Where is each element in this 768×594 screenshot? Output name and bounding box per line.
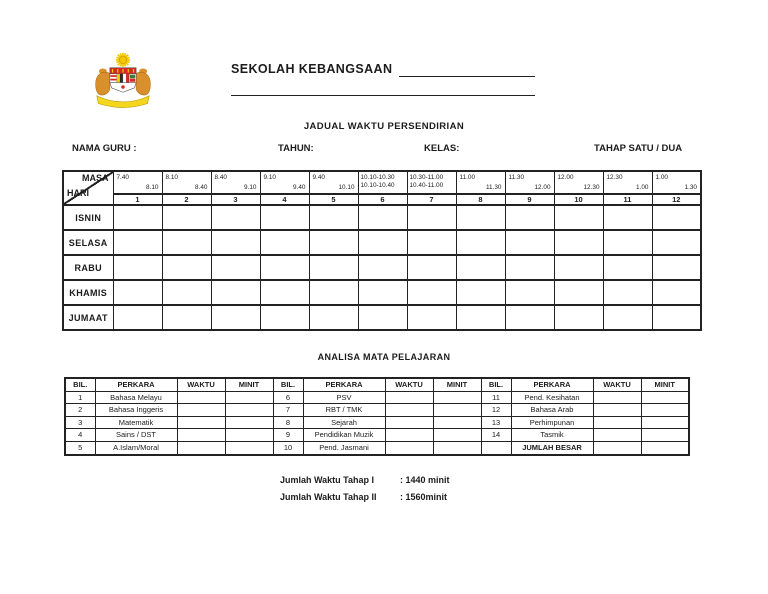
- minit-cell: [433, 416, 481, 429]
- perkara-cell: Bahasa Melayu: [95, 391, 177, 404]
- timetable: [62, 170, 702, 331]
- minit-cell: [641, 404, 689, 417]
- timetable-day-row: [63, 280, 701, 305]
- timetable-day-row: [63, 205, 701, 230]
- waktu-cell: [177, 391, 225, 404]
- day-label: KHAMIS: [63, 280, 113, 305]
- timetable-cell: [407, 230, 456, 255]
- bil-cell: 6: [273, 391, 303, 404]
- period-time-cell: [603, 171, 652, 194]
- period-start-time: 12.30: [606, 174, 623, 181]
- bil-cell: 5: [65, 441, 95, 454]
- waktu-header: WAKTU: [385, 378, 433, 391]
- bil-cell: 13: [481, 416, 511, 429]
- day-label: SELASA: [63, 230, 113, 255]
- timetable-cell: [260, 230, 309, 255]
- tahap2-value: : 1560minit: [400, 491, 448, 502]
- timetable-cell: [309, 230, 358, 255]
- summary-line-tahap2: [280, 488, 450, 505]
- timetable-cell: [358, 280, 407, 305]
- malaysia-coat-of-arms-logo: [88, 50, 158, 110]
- minit-cell: [641, 391, 689, 404]
- bil-cell: [481, 441, 511, 454]
- perkara-cell: Tasmik: [511, 429, 593, 442]
- period-end-time: 12.30: [583, 184, 600, 191]
- period-time-cell: [162, 171, 211, 194]
- day-label: JUMAAT: [63, 305, 113, 330]
- timetable-cell: [603, 305, 652, 330]
- perkara-cell: A.Islam/Moral: [95, 441, 177, 454]
- perkara-header: PERKARA: [95, 378, 177, 391]
- period-range-1: 10.10-10.30: [360, 174, 395, 181]
- period-end-time: 9.40: [293, 184, 306, 191]
- timetable-cell: [603, 280, 652, 305]
- tahap1-value: : 1440 minit: [400, 474, 450, 485]
- period-time-cell: [211, 171, 260, 194]
- timetable-cell: [309, 280, 358, 305]
- timetable-cell: [603, 230, 652, 255]
- timetable-cell: [260, 205, 309, 230]
- perkara-cell: RBT / TMK: [303, 404, 385, 417]
- timetable-cell: [407, 280, 456, 305]
- timetable-cell: [505, 280, 554, 305]
- period-number: 5: [309, 194, 358, 205]
- timetable-cell: [358, 230, 407, 255]
- perkara-cell: Sains / DST: [95, 429, 177, 442]
- waktu-cell: [177, 429, 225, 442]
- minit-cell: [641, 416, 689, 429]
- page-title: JADUAL WAKTU PERSENDIRIAN: [303, 121, 465, 132]
- tiger-right-icon: [136, 68, 150, 95]
- minit-cell: [225, 429, 273, 442]
- waktu-cell: [593, 441, 641, 454]
- bil-cell: 7: [273, 404, 303, 417]
- timetable-cell: [554, 280, 603, 305]
- bil-cell: 1: [65, 391, 95, 404]
- tahap1-label: Jumlah Waktu Tahap I: [280, 474, 375, 485]
- perkara-cell: Bahasa Arab: [511, 404, 593, 417]
- waktu-cell: [385, 391, 433, 404]
- timetable-cell: [456, 255, 505, 280]
- timetable-cell: [505, 305, 554, 330]
- waktu-cell: [593, 391, 641, 404]
- timetable-cell: [554, 255, 603, 280]
- timetable-cell: [505, 230, 554, 255]
- bil-header: BIL.: [65, 378, 95, 391]
- period-end-time: 8.40: [195, 184, 208, 191]
- period-end-time: 12.00: [534, 184, 551, 191]
- analisa-row: [65, 416, 689, 429]
- analisa-row: [65, 429, 689, 442]
- waktu-cell: [177, 404, 225, 417]
- timetable-cell: [260, 305, 309, 330]
- timetable-period-number-row: [63, 194, 701, 205]
- period-start-time: 1.00: [655, 174, 668, 181]
- period-number: 10: [554, 194, 603, 205]
- minit-cell: [641, 429, 689, 442]
- timetable-cell: [652, 230, 701, 255]
- timetable-cell: [211, 280, 260, 305]
- period-number: 8: [456, 194, 505, 205]
- period-start-time: 8.40: [214, 174, 227, 181]
- period-number: 1: [113, 194, 162, 205]
- period-time-cell: [652, 171, 701, 194]
- timetable-cell: [211, 205, 260, 230]
- hari-label: HARI: [67, 188, 89, 198]
- minit-header: MINIT: [433, 378, 481, 391]
- minit-cell: [433, 429, 481, 442]
- minit-header: MINIT: [641, 378, 689, 391]
- waktu-cell: [385, 404, 433, 417]
- period-number: 12: [652, 194, 701, 205]
- bil-cell: 10: [273, 441, 303, 454]
- timetable-cell: [603, 205, 652, 230]
- period-end-time: 8.10: [146, 184, 159, 191]
- perkara-cell: Pend. Kesihatan: [511, 391, 593, 404]
- timetable-cell: [456, 230, 505, 255]
- timetable-cell: [505, 255, 554, 280]
- period-time-cell: [554, 171, 603, 194]
- period-end-time: 1.00: [636, 184, 649, 191]
- timetable-cell: [652, 280, 701, 305]
- bil-cell: 11: [481, 391, 511, 404]
- bil-cell: 3: [65, 416, 95, 429]
- period-time-cell: [113, 171, 162, 194]
- timetable-cell: [309, 255, 358, 280]
- school-name-line: [231, 62, 535, 77]
- kelas-label: KELAS:: [424, 143, 460, 154]
- bil-cell: 8: [273, 416, 303, 429]
- period-time-cell: [505, 171, 554, 194]
- federal-star-icon: [116, 53, 130, 67]
- waktu-cell: [177, 441, 225, 454]
- waktu-cell: [177, 416, 225, 429]
- perkara-header: PERKARA: [303, 378, 385, 391]
- masa-hari-corner-cell: [63, 171, 113, 205]
- timetable-cell: [211, 255, 260, 280]
- timetable-day-row: [63, 305, 701, 330]
- timetable-cell: [554, 305, 603, 330]
- timetable-cell: [652, 255, 701, 280]
- period-end-time: 9.10: [244, 184, 257, 191]
- analisa-row: [65, 404, 689, 417]
- bil-cell: 14: [481, 429, 511, 442]
- timetable-cell: [456, 205, 505, 230]
- bil-header: BIL.: [481, 378, 511, 391]
- period-time-cell: [260, 171, 309, 194]
- period-start-time: 8.10: [165, 174, 178, 181]
- timetable-cell: [407, 255, 456, 280]
- timetable-cell: [260, 280, 309, 305]
- tahap-label: TAHAP SATU / DUA: [594, 143, 683, 154]
- period-number: 2: [162, 194, 211, 205]
- timetable-cell: [554, 205, 603, 230]
- period-time-cell: [407, 171, 456, 194]
- period-time-cell: [309, 171, 358, 194]
- period-range-1: 10.30-11.00: [409, 174, 444, 181]
- period-range-2: 10.10-10.40: [360, 182, 395, 189]
- timetable-cell: [505, 205, 554, 230]
- school-name-blank-line: [399, 64, 535, 77]
- minit-cell: [225, 391, 273, 404]
- timetable-cell: [652, 305, 701, 330]
- analisa-title: ANALISA MATA PELAJARAN: [317, 352, 451, 362]
- waktu-header: WAKTU: [593, 378, 641, 391]
- timetable-cell: [456, 305, 505, 330]
- timetable-cell: [162, 280, 211, 305]
- minit-cell: [433, 404, 481, 417]
- perkara-header: PERKARA: [511, 378, 593, 391]
- timetable-time-header-row: [63, 171, 701, 194]
- tahun-label: TAHUN:: [278, 143, 314, 154]
- tahap2-label: Jumlah Waktu Tahap II: [280, 491, 377, 502]
- school-label: SEKOLAH KEBANGSAAN: [231, 62, 393, 76]
- timetable-cell: [113, 305, 162, 330]
- perkara-cell: Matematik: [95, 416, 177, 429]
- timetable-cell: [162, 255, 211, 280]
- shield-icon: [110, 68, 136, 93]
- period-number: 3: [211, 194, 260, 205]
- perkara-cell: Sejarah: [303, 416, 385, 429]
- period-start-time: 12.00: [557, 174, 574, 181]
- jumlah-besar-cell: JUMLAH BESAR: [511, 441, 593, 454]
- timetable-cell: [162, 230, 211, 255]
- timetable-cell: [358, 305, 407, 330]
- period-end-time: 11.30: [485, 184, 502, 191]
- minit-cell: [225, 441, 273, 454]
- timetable-cell: [211, 230, 260, 255]
- timetable-cell: [554, 230, 603, 255]
- timetable-cell: [260, 255, 309, 280]
- analisa-row: [65, 441, 689, 454]
- timetable-day-row: [63, 255, 701, 280]
- period-number: 11: [603, 194, 652, 205]
- timetable-cell: [162, 305, 211, 330]
- period-end-time: 1.30: [684, 184, 697, 191]
- timetable-day-row: [63, 230, 701, 255]
- bil-cell: 12: [481, 404, 511, 417]
- timetable-cell: [211, 305, 260, 330]
- period-start-time: 11.00: [459, 174, 476, 181]
- period-time-cell: [456, 171, 505, 194]
- masa-label: MASA: [82, 173, 109, 183]
- timetable-cell: [162, 205, 211, 230]
- nama-guru-label: NAMA GURU :: [72, 143, 137, 154]
- timetable-cell: [113, 230, 162, 255]
- timetable-cell: [113, 255, 162, 280]
- bil-cell: 9: [273, 429, 303, 442]
- day-label: ISNIN: [63, 205, 113, 230]
- analisa-table: [64, 377, 690, 456]
- perkara-cell: Pend. Jasmani: [303, 441, 385, 454]
- period-time-cell: [358, 171, 407, 194]
- timetable-cell: [358, 205, 407, 230]
- waktu-cell: [593, 404, 641, 417]
- period-start-time: 9.10: [263, 174, 276, 181]
- timetable-cell: [309, 205, 358, 230]
- tiger-left-icon: [96, 68, 110, 95]
- waktu-header: WAKTU: [177, 378, 225, 391]
- minit-cell: [225, 416, 273, 429]
- minit-cell: [433, 391, 481, 404]
- period-number: 6: [358, 194, 407, 205]
- waktu-cell: [385, 441, 433, 454]
- timetable-cell: [113, 205, 162, 230]
- period-end-time: 10.10: [338, 184, 355, 191]
- summary-line-tahap1: [280, 471, 450, 488]
- minit-cell: [225, 404, 273, 417]
- waktu-cell: [593, 429, 641, 442]
- waktu-cell: [385, 429, 433, 442]
- bil-cell: 2: [65, 404, 95, 417]
- period-start-time: 11.30: [508, 174, 525, 181]
- period-range-2: 10.40-11.00: [409, 182, 444, 189]
- minit-header: MINIT: [225, 378, 273, 391]
- timetable-cell: [309, 305, 358, 330]
- timetable-cell: [113, 280, 162, 305]
- bil-cell: 4: [65, 429, 95, 442]
- period-start-time: 9.40: [312, 174, 325, 181]
- minit-cell: [433, 441, 481, 454]
- perkara-cell: Pendidikan Muzik: [303, 429, 385, 442]
- bil-header: BIL.: [273, 378, 303, 391]
- perkara-cell: Perhimpunan: [511, 416, 593, 429]
- timetable-cell: [603, 255, 652, 280]
- analisa-header-row: [65, 378, 689, 391]
- period-number: 7: [407, 194, 456, 205]
- perkara-cell: PSV: [303, 391, 385, 404]
- timetable-cell: [358, 255, 407, 280]
- period-number: 9: [505, 194, 554, 205]
- timetable-cell: [407, 305, 456, 330]
- motto-banner-icon: [97, 96, 150, 108]
- timetable-cell: [407, 205, 456, 230]
- day-label: RABU: [63, 255, 113, 280]
- summary: [280, 471, 450, 505]
- analisa-row: [65, 391, 689, 404]
- waktu-cell: [593, 416, 641, 429]
- school-name-blank-line-2: [231, 95, 535, 96]
- timetable-cell: [652, 205, 701, 230]
- minit-cell: [641, 441, 689, 454]
- period-start-time: 7.40: [116, 174, 129, 181]
- perkara-cell: Bahasa Inggeris: [95, 404, 177, 417]
- timetable-cell: [456, 280, 505, 305]
- period-number: 4: [260, 194, 309, 205]
- waktu-cell: [385, 416, 433, 429]
